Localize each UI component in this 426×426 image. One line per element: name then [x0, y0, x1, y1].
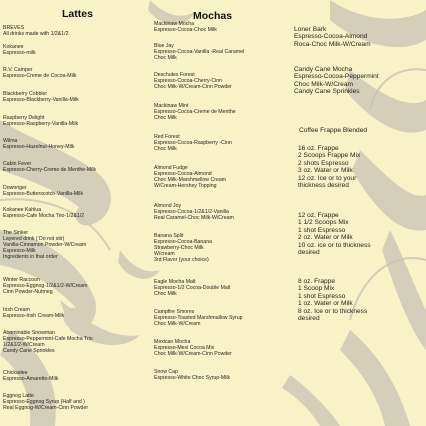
- list-item: [3, 139, 75, 151]
- frappe-step: 1 shot Espresso: [298, 226, 346, 234]
- list-item: [3, 278, 87, 296]
- list-item: [3, 26, 68, 38]
- drink-name: Irish Cream: [3, 307, 30, 313]
- drink-recipe: Choc Milk: [154, 114, 177, 121]
- drink-name: Candy Cane Mocha: [294, 66, 353, 73]
- drink-name: Blackberry Cobbler: [3, 91, 48, 97]
- drink-recipe: Candy Cane Sprinkles: [294, 88, 360, 96]
- list-item: [3, 186, 83, 198]
- drink-name: Mexican Mocha: [154, 339, 191, 345]
- frappe-size: 12 oz. Frappe: [298, 212, 339, 219]
- list-item: [154, 234, 212, 264]
- drink-name: Abominable Snowman: [3, 330, 55, 336]
- list-item: [154, 135, 232, 153]
- drink-recipe: Espresso-Amaretto-Milk: [3, 375, 59, 382]
- drink-recipe: 3rd Flavor (your choice): [154, 256, 209, 263]
- drink-recipe: Choc Milk-Marshmellow Cream: [154, 176, 227, 183]
- frappe-step: 12 oz. Ice or to your: [298, 174, 357, 182]
- drink-recipe: 1/2&1/2-W/Cream: [3, 341, 45, 348]
- list-item: [294, 26, 371, 48]
- drink-recipe: Ingredients in that order: [3, 253, 58, 260]
- drink-name: Almond Joy: [154, 203, 182, 209]
- drink-recipe: Choc Milk: [154, 145, 177, 152]
- drink-recipe: Espresso-Cocoa-Choc Milk: [154, 26, 217, 33]
- frappe-step: 2 shots Espresso: [298, 159, 349, 167]
- list-item: [154, 73, 232, 91]
- drink-name: Downriger: [3, 185, 27, 191]
- list-item: [3, 162, 96, 174]
- drink-recipe: Espresso-Hazelnut-Honey-Milk: [3, 143, 75, 150]
- drink-name: Almond Fudge: [154, 165, 188, 171]
- list-item: [3, 394, 88, 412]
- drink-name: R.V. Camper: [3, 67, 33, 73]
- list-item: [3, 231, 86, 261]
- frappe-size: 8 oz. Frappe: [298, 278, 336, 285]
- frappe-step: thickness desired: [298, 182, 349, 190]
- drink-recipe: Espresso-1/2 Cocoa-Double Malt: [154, 284, 231, 291]
- frappe-step: 8 oz. Ice or to thickness: [298, 307, 368, 315]
- list-item: [154, 104, 236, 122]
- drink-name: Deschutes Forest: [154, 72, 195, 78]
- frappe-step: 2 oz. Water or Milk: [298, 234, 353, 242]
- drink-recipe: Espresso-Raspberry-Vanilla-Milk: [3, 120, 79, 127]
- drink-name: Winter Raccoon: [3, 277, 40, 283]
- drink-recipe: Espresso-Cocoa-Vanilla -Real Caramel: [154, 48, 245, 55]
- drink-recipe: All drinks made with 1/2&1/2: [3, 30, 69, 37]
- drink-recipe: Choc Milk-W/Cream: [154, 320, 201, 327]
- frappe-title: Coffee Frappe Blended: [299, 127, 368, 134]
- drink-recipe: Espresso-Toasted Marshmallow Syrup: [154, 314, 243, 321]
- drink-name: Wilma: [3, 138, 18, 144]
- drink-name: Mackinaw Mint: [154, 103, 189, 109]
- drink-name: Eagle Mocha Malt: [154, 279, 196, 285]
- list-item: [298, 145, 360, 189]
- drink-recipe: Choc Milk: [154, 290, 177, 297]
- list-item: [298, 278, 367, 322]
- drink-recipe: Roca-Choc Milk-W/Cream: [294, 40, 371, 48]
- drink-recipe: Espresso-Cocoa-Peppermint: [294, 73, 379, 81]
- drink-name: Red Forest: [154, 134, 180, 140]
- list-item: [294, 66, 379, 96]
- drink-recipe: Strawberry-Choc Milk: [154, 244, 204, 251]
- list-item: [3, 68, 77, 80]
- drink-recipe: Espresso-Cocoa-Cherry-Cinn: [154, 77, 223, 84]
- drink-recipe: Espresso-Cocoa-1/2&1/2-Vanilla: [154, 208, 229, 215]
- drink-recipe: Espresso-Cocoa-Raspberry -Cinn: [154, 139, 232, 146]
- drink-recipe: Choc Milk-W/Cream-Cinn Powder: [154, 350, 232, 357]
- drink-recipe: Espresso-Cocoa-Almond: [294, 33, 368, 41]
- drink-recipe: Vanilla-Cinnamon Powder-W/Cream: [3, 241, 87, 248]
- drink-recipe: Espresso-Cocoa-Banana: [154, 238, 212, 245]
- list-item: [154, 166, 226, 190]
- list-item: [154, 204, 234, 222]
- list-item: [154, 22, 217, 34]
- list-item: [3, 92, 79, 104]
- drink-recipe: Cinn Powder-Nutmeg: [3, 288, 53, 295]
- list-item: [154, 370, 230, 382]
- drink-recipe: W/cream: [154, 250, 175, 257]
- drink-name: BREVES: [3, 25, 25, 31]
- drink-recipe: Espresso-Blackberry-Vanilla-Milk: [3, 96, 79, 103]
- lattes-heading: Lattes: [62, 8, 93, 20]
- drink-recipe: Espresso-Butterscotch-Vanilla-Milk: [3, 190, 84, 197]
- drink-recipe: Espresso-Peppermint-Cafe Mocha Trio: [3, 335, 93, 342]
- list-item: [3, 208, 84, 220]
- list-item: [3, 45, 36, 57]
- list-item: [3, 116, 78, 128]
- drink-recipe: Espresso-Eggnog-1/2&1/2-W/Cream: [3, 282, 88, 289]
- list-item: [154, 340, 232, 358]
- frappe-step: 1 Scoop Mix: [298, 285, 335, 293]
- drink-recipe: Espresso-Cafe Mocha Trio-1/2&1/2: [3, 212, 85, 219]
- list-item: [154, 280, 230, 298]
- drink-name: Chickadee: [3, 370, 28, 376]
- frappe-size: 16 oz. Frappe: [298, 145, 339, 152]
- frappe-step: 3 oz. Water or Milk: [298, 167, 353, 175]
- frappe-step: 2 Scoops Frappe Mix: [298, 152, 361, 160]
- drink-recipe: Candy Cane Sprinkles: [3, 347, 55, 354]
- drink-name: The Sinker: [3, 230, 29, 236]
- drink-recipe: Real Caramel-Choc Milk-W/Cream: [154, 214, 234, 221]
- drink-name: Eggnog Latte: [3, 393, 34, 399]
- drink-recipe: Espresso-White Choc Syrup-Milk: [154, 374, 231, 381]
- drink-name: Kokanee Kahlua: [3, 207, 42, 213]
- list-item: [3, 331, 93, 355]
- frappe-step: 1 oz. Water or Milk: [298, 300, 353, 308]
- drink-recipe: Espresso-Cherry-Creme de Menthe-Milk: [3, 166, 97, 173]
- list-item: [3, 308, 64, 320]
- frappe-step: 10 oz. ice or to thickness: [298, 241, 371, 249]
- drink-name: Kokanee: [3, 44, 24, 50]
- drink-recipe: Espresso-Eggnog Syrup (Half and ): [3, 398, 85, 405]
- drink-recipe: Real Eggnog-W/Cream-Cinn Powder: [3, 404, 89, 411]
- drink-recipe: Espresso-milk: [3, 49, 36, 56]
- drink-name: Loner Bark: [294, 26, 327, 33]
- drink-recipe: Choc Milk-W/Cream-Cinn Powder: [154, 83, 232, 90]
- list-item: [298, 212, 371, 256]
- drink-recipe: Espresso-Cocoa-Almond: [154, 170, 212, 177]
- drink-name: Snow Cap: [154, 369, 178, 375]
- drink-name: Cabin Fever: [3, 161, 32, 167]
- drink-recipe: Choc Milk-W/Cream: [294, 80, 353, 88]
- frappe-step: desired: [298, 249, 320, 257]
- drink-recipe: Espresso-Irish Cream-Milk: [3, 312, 65, 319]
- drink-recipe: Choc Milk: [154, 54, 177, 61]
- drink-recipe: Espresso-Milk: [3, 247, 36, 254]
- list-item: [3, 371, 58, 383]
- section-title: [299, 127, 367, 134]
- drink-recipe: Espresso-Mexi Cocoa Mix: [154, 344, 215, 351]
- drink-name: Raspberry Delight: [3, 115, 45, 121]
- drink-recipe: W/Cream-Hershey Topping: [154, 182, 217, 189]
- list-item: [154, 310, 243, 328]
- list-item: [154, 44, 244, 62]
- drink-name: Banana Split: [154, 233, 184, 239]
- drink-recipe: Espresso-Cocoa-Creme de Menthe: [154, 108, 236, 115]
- frappe-step: 1 shot Espresso: [298, 292, 346, 300]
- drink-name: Campfire Smores: [154, 309, 195, 315]
- drink-recipe: Layered drink ( Do not stir): [3, 235, 65, 242]
- mochas-heading: Mochas: [193, 10, 233, 22]
- drink-name: Blue Jay: [154, 43, 174, 49]
- frappe-step: desired: [298, 315, 320, 323]
- drink-name: Mackinaw Mocha: [154, 21, 195, 27]
- drink-recipe: Espresso-Creme de Cocoa-Milk: [3, 72, 77, 79]
- frappe-step: 1 1/2 Scoops Mix: [298, 219, 349, 227]
